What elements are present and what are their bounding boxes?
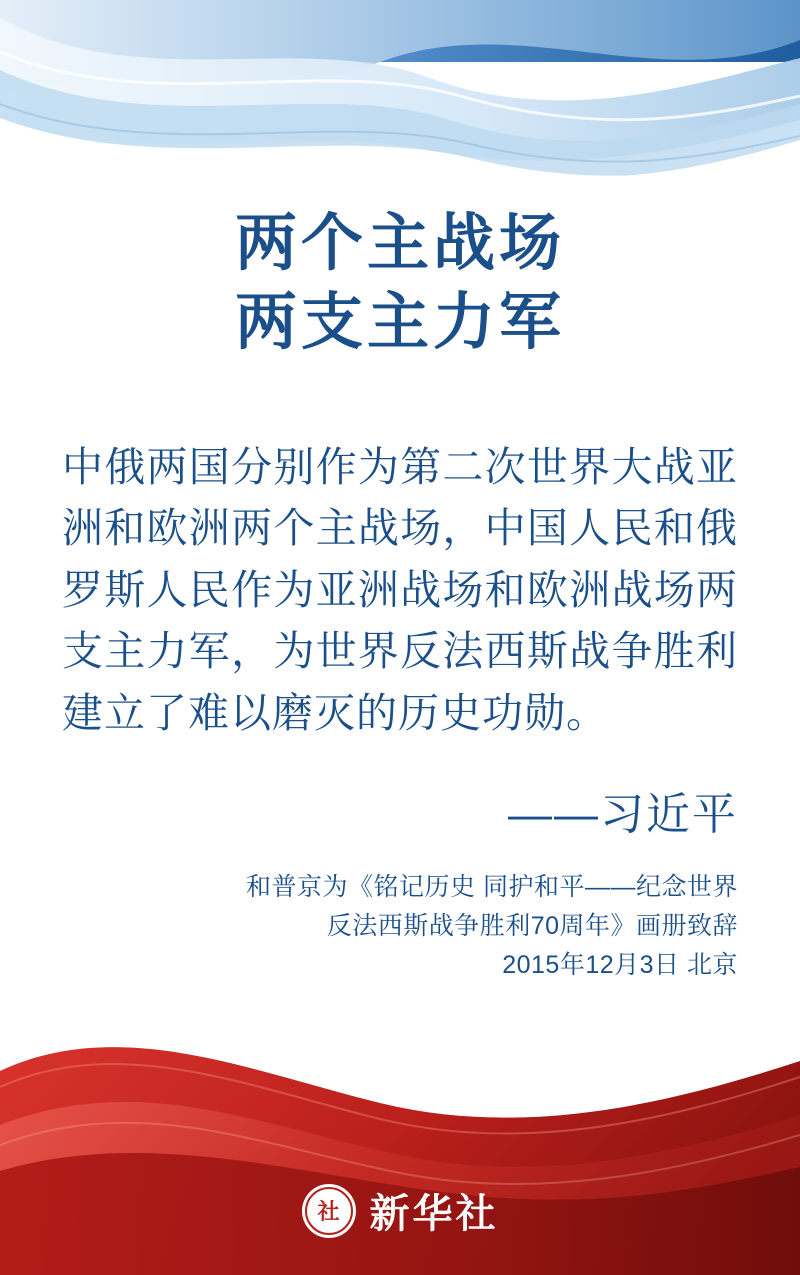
quote-text: 中俄两国分别作为第二次世界大战亚洲和欧洲两个主战场，中国人民和俄罗斯人民作为亚洲战场和欧洲战场两支主力军，为世界反法西斯战争胜利建立了难以磨灭的历史功勋。 xyxy=(62,443,738,736)
xinhua-logo xyxy=(0,1182,800,1239)
page-title xyxy=(62,204,738,363)
xinhua-logo-text: 新华社 xyxy=(369,1191,499,1236)
quote-attribution: ——习近平 xyxy=(508,790,738,840)
source-line-3: 2015年12月3日 北京 xyxy=(502,950,738,979)
quote-source xyxy=(62,868,738,984)
source-line-2: 反法西斯战争胜利70周年》画册致辞 xyxy=(326,911,738,940)
headline-line-1: 两个主战场 xyxy=(234,209,565,278)
top-wave-decoration xyxy=(0,0,800,210)
xinhua-logo-mark-text: 社 xyxy=(305,1187,353,1235)
xinhua-logo-icon xyxy=(302,1184,356,1238)
headline-line-2: 两支主力军 xyxy=(234,288,565,358)
source-line-1: 和普京为《铭记历史 同护和平——纪念世界 xyxy=(246,873,738,902)
top-wave-svg xyxy=(0,0,800,210)
poster-content xyxy=(0,190,800,984)
